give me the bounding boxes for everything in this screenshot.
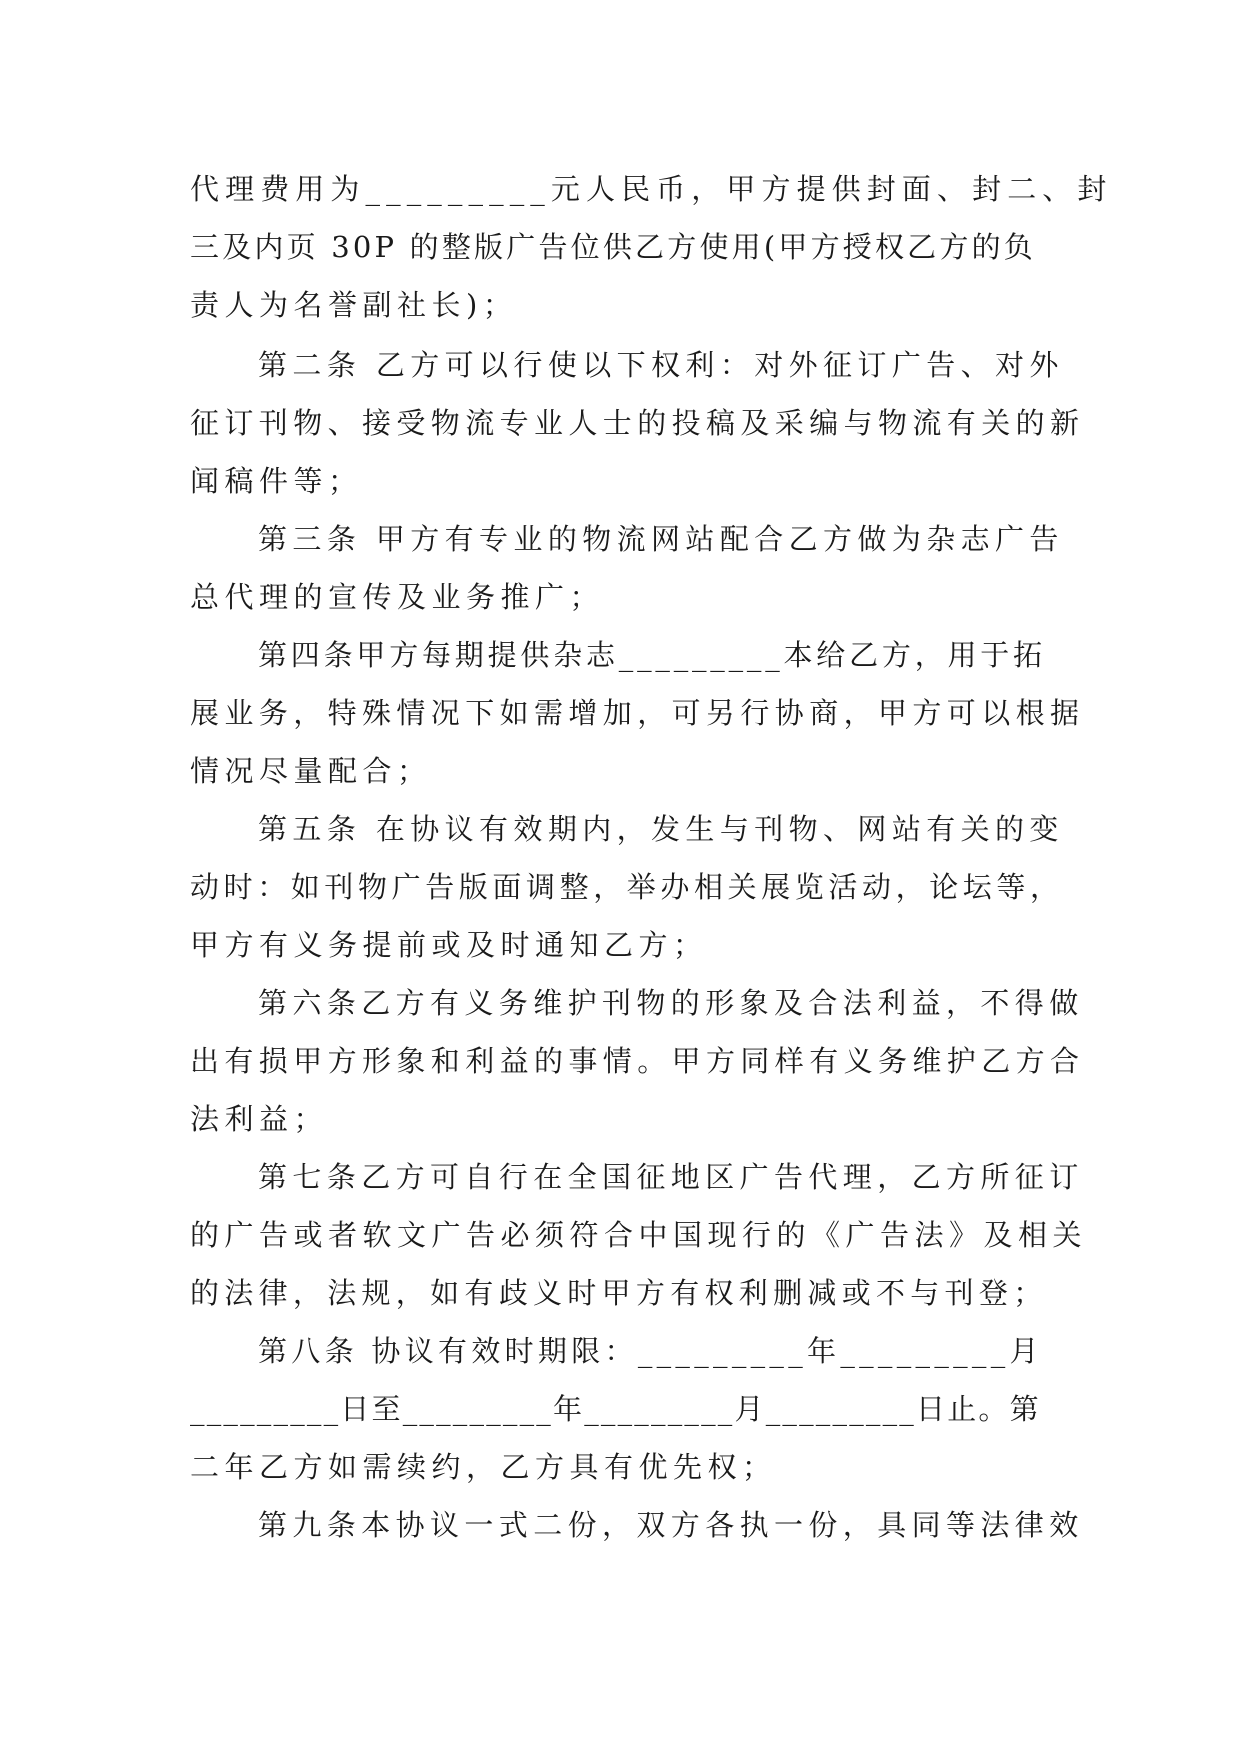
text-line: 责人为名誉副社长)；: [190, 288, 518, 322]
text-line: 法利益；: [190, 1102, 329, 1136]
clause-2-line: 第二条 乙方可以行使以下权利：对外征订广告、对外: [258, 348, 1064, 382]
text-line: 甲方有义务提前或及时通知乙方；: [190, 928, 708, 962]
clause-4-line: 第四条甲方每期提供杂志_________本给乙方，用于拓: [258, 638, 1046, 672]
text-line: 展业务，特殊情况下如需增加，可另行协商，甲方可以根据: [190, 696, 1085, 730]
clause-8-line: 第八条 协议有效时期限：_________年_________月: [258, 1334, 1043, 1368]
text-line: 二年乙方如需续约，乙方具有优先权；: [190, 1450, 777, 1484]
clause-9-line: 第九条本协议一式二份，双方各执一份，具同等法律效: [258, 1508, 1084, 1542]
clause-6-line: 第六条乙方有义务维护刊物的形象及合法利益，不得做: [258, 986, 1084, 1020]
clause-3-line: 第三条 甲方有专业的物流网站配合乙方做为杂志广告: [258, 522, 1064, 556]
clause-5-line: 第五条 在协议有效期内，发生与刊物、网站有关的变: [258, 812, 1064, 846]
text-line: 三及内页 30P 的整版广告位供乙方使用(甲方授权乙方的负: [190, 230, 1036, 264]
text-line: 出有损甲方形象和利益的事情。甲方同样有义务维护乙方合: [190, 1044, 1085, 1078]
text-line: 的广告或者软文广告必须符合中国现行的《广告法》及相关: [190, 1218, 1088, 1252]
text-line: 总代理的宣传及业务推广；: [190, 580, 605, 614]
text-line: 动时：如刊物广告版面调整，举办相关展览活动，论坛等，: [190, 870, 1064, 904]
text-line: _________日至_________年_________月_________日止。第: [190, 1392, 1041, 1426]
text-line: 代理费用为_________元人民币，甲方提供封面、封二、封: [190, 172, 1113, 206]
text-line: 闻稿件等；: [190, 464, 363, 498]
text-line: 征订刊物、接受物流专业人士的投稿及采编与物流有关的新: [190, 406, 1085, 440]
text-line: 的法律，法规，如有歧义时甲方有权利删减或不与刊登；: [190, 1276, 1048, 1310]
clause-7-line: 第七条乙方可自行在全国征地区广告代理，乙方所征订: [258, 1160, 1084, 1194]
text-line: 情况尽量配合；: [190, 754, 432, 788]
